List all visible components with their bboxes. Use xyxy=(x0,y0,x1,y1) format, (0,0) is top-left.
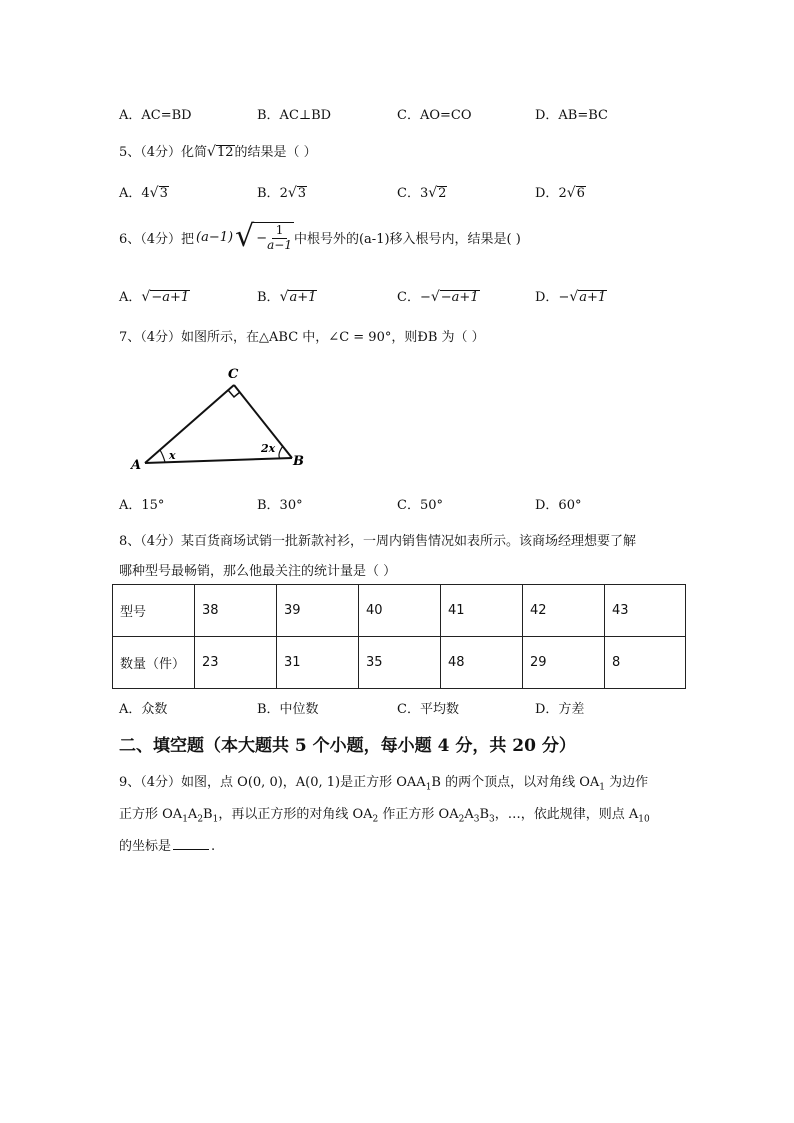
section-heading: 二、填空题（本大题共 5 个小题，每小题 4 分，共 20 分） xyxy=(119,736,576,756)
table-cell: 型号 xyxy=(113,585,195,637)
side-ac xyxy=(145,385,234,463)
q6-option-c: C．−√−a+1 xyxy=(397,289,479,305)
q6-prefix: 6、（4分）把 xyxy=(119,231,195,247)
table-cell: 40 xyxy=(359,585,441,637)
q6-factor: (a−1) xyxy=(196,229,234,245)
q6-option-d: D．−√a+1 xyxy=(535,289,607,305)
sqrt-symbol: √ xyxy=(207,144,216,160)
q9-line2: 正方形 $OA_1A_2B_1$，再以正方形的对角线 $OA_2$ 作正方形 $OA_2A_3B_3$，…，依此规律，则点 $A_{10}$ xyxy=(119,807,650,825)
table-cell: 8 xyxy=(605,637,686,689)
table-cell: 43 xyxy=(605,585,686,637)
q5-option-a: A．4√3 xyxy=(119,185,168,201)
table-row xyxy=(113,637,686,689)
q6-frac-numerator: 1 xyxy=(272,224,288,238)
angle-a-arc xyxy=(160,450,165,462)
q9-line3: 的坐标是 . xyxy=(119,839,216,854)
table-cell: 48 xyxy=(441,637,523,689)
table-cell: 41 xyxy=(441,585,523,637)
sqrt-symbol: √ xyxy=(235,219,255,254)
table-cell: 23 xyxy=(195,637,277,689)
vertex-c-label: C xyxy=(228,367,239,382)
vertex-a-label: A xyxy=(131,458,142,473)
q4-option-a: A．AC=BD xyxy=(119,108,192,123)
table-cell: 29 xyxy=(523,637,605,689)
vertex-b-label: B xyxy=(293,454,304,469)
q5-suffix: 的结果是（ ） xyxy=(234,145,317,160)
angle-a-label: x xyxy=(169,449,176,462)
q5-radicand: 12 xyxy=(216,145,234,160)
q4-option-c: C．AO=CO xyxy=(397,108,472,123)
triangle-figure xyxy=(125,362,325,474)
q5-option-c: C．3√2 xyxy=(397,185,447,201)
q8-option-d: D．方差 xyxy=(535,702,585,717)
q8-option-b: B．中位数 xyxy=(257,702,319,717)
q6-option-a: A．√−a+1 xyxy=(119,289,190,305)
q6-suffix: 中根号外的(a-1)移入根号内，结果是( ) xyxy=(293,231,521,247)
answer-blank[interactable] xyxy=(173,849,209,850)
q8-line1: 8、（4分）某百货商场试销一批新款衬衫，一周内销售情况如表所示。该商场经理想要了解 xyxy=(119,534,637,549)
q7-option-d: D．60° xyxy=(535,498,582,513)
q4-option-d: D．AB=BC xyxy=(535,108,608,123)
table-cell: 31 xyxy=(277,637,359,689)
table-cell: 35 xyxy=(359,637,441,689)
table-cell: 38 xyxy=(195,585,277,637)
q7-option-b: B．30° xyxy=(257,498,303,513)
q6-minus: − xyxy=(256,230,268,246)
q4-option-b: B．AC⊥BD xyxy=(257,108,332,123)
table-cell: 42 xyxy=(523,585,605,637)
q6-frac-denominator: a−1 xyxy=(267,237,292,252)
q6-stem xyxy=(119,219,521,254)
q5-stem xyxy=(119,141,317,160)
q5-option-b: B．2√3 xyxy=(257,185,307,201)
table-row xyxy=(113,585,686,637)
table-cell: 数量（件） xyxy=(113,637,195,689)
q6-fraction xyxy=(267,224,292,251)
q5-prefix: 5、（4分）化简 xyxy=(119,145,208,160)
angle-b-arc xyxy=(279,446,283,459)
q6-option-b: B．√a+1 xyxy=(257,289,317,305)
q7-stem: 7、（4分）如图所示，在△ABC 中，∠C = 90°，则ÐB 为（ ） xyxy=(119,330,485,345)
table-cell: 39 xyxy=(277,585,359,637)
q8-line2: 哪种型号最畅销，那么他最关注的统计量是（ ） xyxy=(119,564,397,579)
q6-radical-body xyxy=(254,222,294,251)
q8-option-a: A．众数 xyxy=(119,702,168,717)
q5-option-d: D．2√6 xyxy=(535,185,585,201)
angle-b-label: 2x xyxy=(261,442,276,455)
q8-option-c: C．平均数 xyxy=(397,702,459,717)
sales-table xyxy=(112,584,686,689)
side-ab xyxy=(145,458,292,463)
q7-option-c: C．50° xyxy=(397,498,443,513)
q7-option-a: A．15° xyxy=(119,498,165,513)
q9-line1: 9、（4分）如图，点 O(0, 0)，A(0, 1)是正方形 $OAA_1B$ 的两个顶点，以对角线 $OA_1$ 为边作 xyxy=(119,775,649,793)
